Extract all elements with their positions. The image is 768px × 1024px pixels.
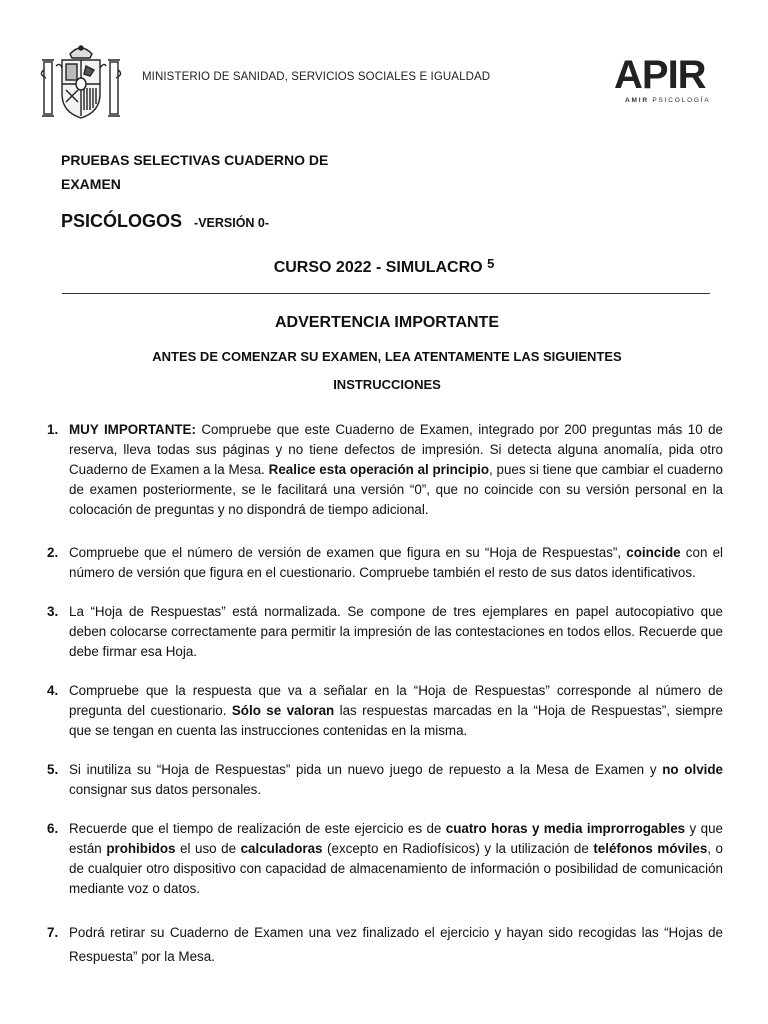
apir-logo-sub-bold: AMIR	[625, 97, 649, 104]
warning-heading: ADVERTENCIA IMPORTANTE	[275, 314, 499, 331]
warning-sub-line2: INSTRUCCIONES	[333, 377, 441, 392]
instruction-text: y que están	[69, 821, 723, 856]
instruction-bold: cuatro horas y media improrrogables	[445, 821, 686, 836]
instruction-text: Si inutiliza su “Hoja de Respuestas” pida un nuevo juego de repuesto a la Mesa de Examen y	[69, 762, 663, 777]
instruction-text: Compruebe que la respuesta que va a señalar en la “Hoja de Respuestas” corresponde al número de pregunta del cuestionario.	[69, 683, 723, 718]
instruction-text: , pues si tiene que cambiar el cuaderno de examen posteriormente, se le facilitará una versión “0”, que no coincide con su versión personal en la colocación de preguntas y no dispondrá de tiempo adicional.	[69, 462, 723, 517]
exam-title-line1: PRUEBAS SELECTIVAS CUADERNO DE	[61, 152, 329, 168]
profession-title	[61, 211, 269, 232]
instruction-text: consignar sus datos personales.	[69, 782, 262, 797]
instruction-number: 1.	[47, 422, 59, 437]
instruction-bold: coincide	[626, 545, 681, 560]
instruction-bold: calculadoras	[240, 841, 323, 856]
instruction-text: con el número de versión que figura en el cuestionario. Compruebe también el resto de sus datos identificativos.	[69, 545, 724, 580]
warning-subheading	[0, 343, 768, 399]
instruction-text: , o de cualquier otro dispositivo con capacidad de almacenamiento de información o posibilidad de comunicación mediante voz o datos.	[69, 841, 723, 896]
instruction-number: 2.	[47, 545, 59, 560]
instruction-number: 5.	[47, 762, 59, 777]
instruction-text: las respuestas marcadas en la “Hoja de Respuestas”, siempre que se tengan en cuenta las instrucciones contenidas en la misma.	[69, 703, 724, 738]
instruction-text: Compruebe que este Cuaderno de Examen, integrado por 200 preguntas más 10 de reserva, lleva todas sus páginas y no tiene defectos de impresión. Si detecta alguna anomalía, pida otro Cuaderno de Examen a la Mesa.	[69, 422, 723, 477]
apir-logo-sub-rest: PSICOLOGÍA	[652, 97, 711, 104]
warning-sub-line1: ANTES DE COMENZAR SU EXAMEN, LEA ATENTAMENTE LAS SIGUIENTES	[152, 349, 622, 364]
header-divider	[62, 293, 710, 294]
instruction-item-2	[47, 543, 723, 583]
instructions-list	[47, 420, 723, 969]
instruction-item-1	[47, 420, 723, 520]
instruction-number: 3.	[47, 604, 59, 619]
instruction-number: 7.	[47, 925, 59, 940]
instruction-text: Recuerde que el tiempo de realización de este ejercicio es de	[69, 821, 446, 836]
course-title	[0, 256, 768, 277]
instruction-item-4	[47, 681, 723, 741]
instruction-bold: MUY IMPORTANTE:	[69, 422, 196, 437]
instruction-bold: Realice esta operación al principio	[268, 462, 490, 477]
exam-title-line2: EXAMEN	[61, 176, 121, 192]
instruction-text: La “Hoja de Respuestas” está normalizada. Se compone de tres ejemplares en papel autocopiativo que deben colocarse correctamente para permitir la impresión de las contestaciones en todos ellos. Recuerde que debe firmar esa Hoja.	[69, 604, 723, 659]
coat-of-arms-icon	[40, 40, 122, 122]
ministry-name: MINISTERIO DE SANIDAD, SERVICIOS SOCIALES E IGUALDAD	[142, 71, 491, 83]
instruction-text: el uso de	[175, 841, 241, 856]
instruction-item-3	[47, 602, 723, 662]
apir-logo	[614, 55, 724, 107]
apir-logo-subtitle	[625, 97, 724, 104]
instruction-bold: Sólo se valoran	[231, 703, 335, 718]
exam-booklet-title	[61, 148, 391, 196]
instruction-text: Podrá retirar su Cuaderno de Examen una vez finalizado el ejercicio y hayan sido recogidas las “Hojas de Respuesta” por la Mesa.	[69, 925, 723, 964]
course-number: 5	[487, 256, 495, 271]
instruction-item-6	[47, 819, 723, 899]
instruction-text: (excepto en Radiofísicos) y la utilización de	[322, 841, 594, 856]
course-label: CURSO 2022 - SIMULACRO	[273, 259, 483, 276]
instruction-bold: teléfonos móviles	[593, 841, 708, 856]
instruction-item-7	[47, 921, 723, 969]
instruction-bold: prohibidos	[106, 841, 176, 856]
profession-name: PSICÓLOGOS	[61, 211, 183, 231]
version-label: -VERSIÓN 0-	[194, 216, 270, 230]
instruction-number: 4.	[47, 683, 59, 698]
instruction-number: 6.	[47, 821, 59, 836]
instruction-text: Compruebe que el número de versión de examen que figura en su “Hoja de Respuestas”,	[69, 545, 627, 560]
apir-logo-word: APIR	[614, 53, 706, 97]
page-header	[0, 0, 768, 130]
instruction-item-5	[47, 760, 723, 800]
instruction-bold: no olvide	[662, 762, 723, 777]
